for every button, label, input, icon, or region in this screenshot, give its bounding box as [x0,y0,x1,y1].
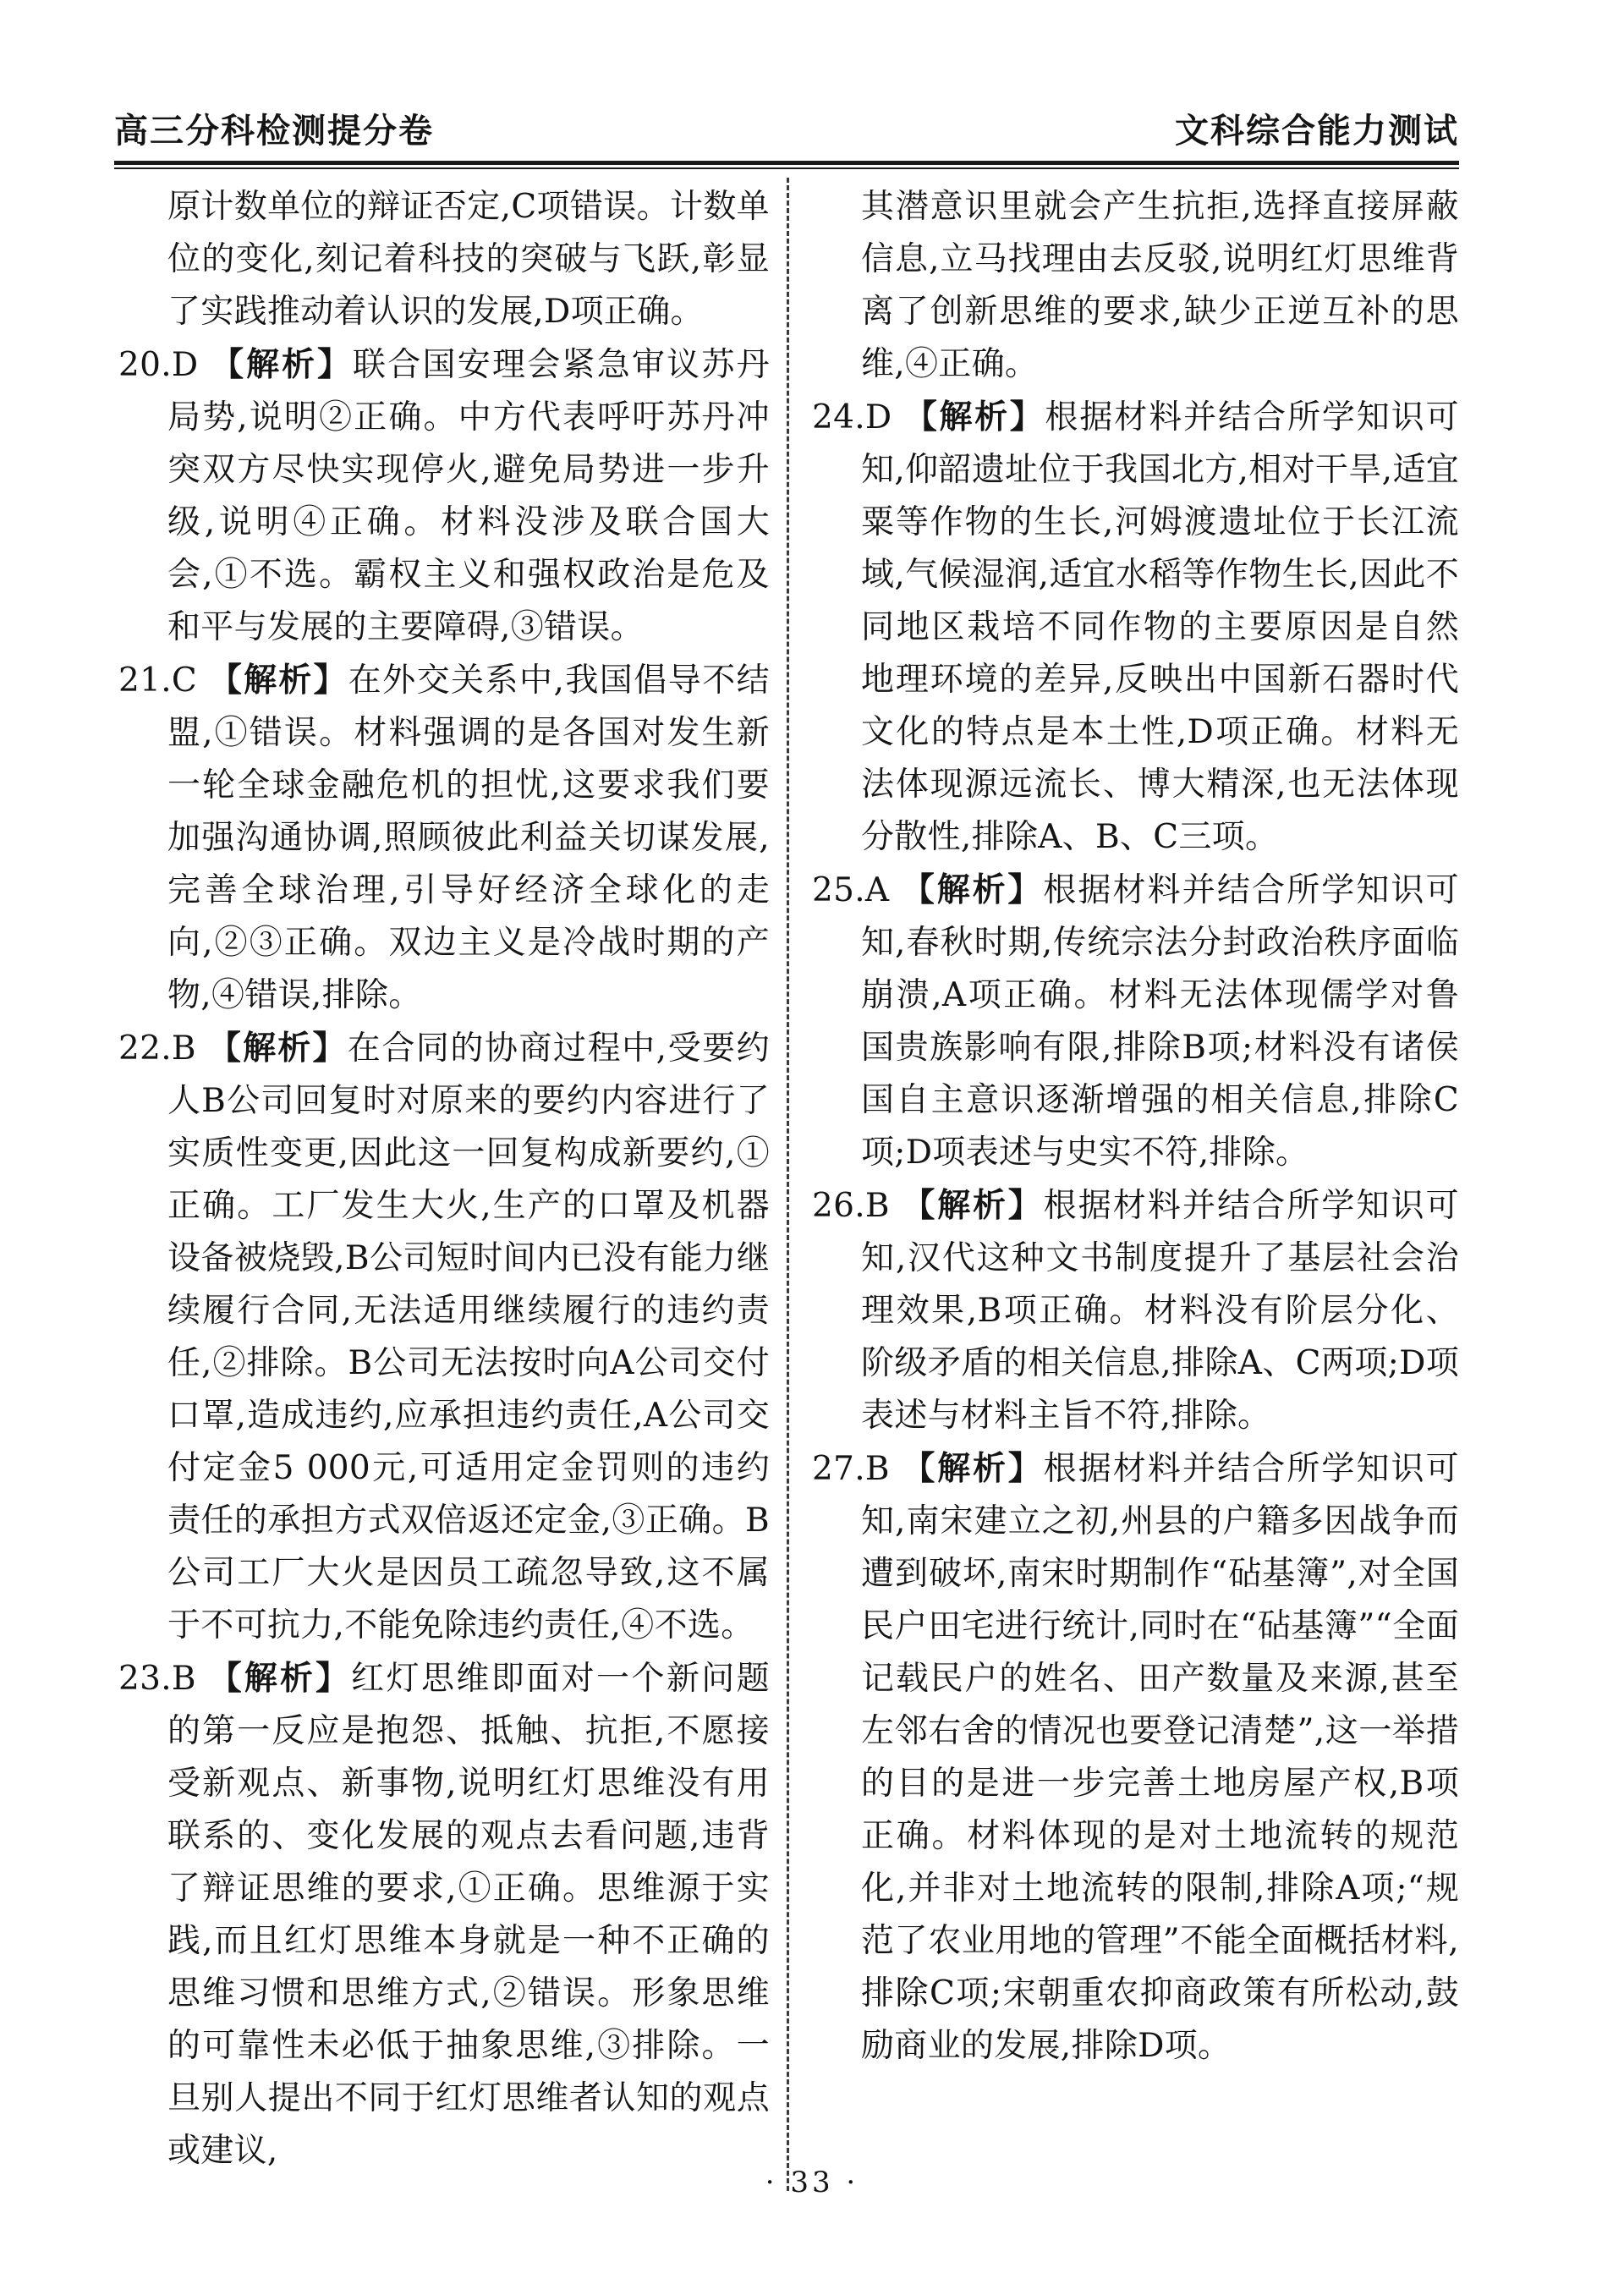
answer-text: 红灯思维即面对一个新问题的第一反应是抱怨、抵触、抗拒,不愿接受新观点、新事物,说明红灯思维没有用联系的、变化发展的观点去看问题,违背了辩证思维的要求,①正确。思维源于实践,而且红灯思维本身就是一种不正确的思维习惯和思维方式,②错误。形象思维的可靠性未必低于抽象思维,③排除。一旦别人提出不同于红灯思维者认知的观点或建议, [167,1660,770,2170]
answer-text: 根据材料并结合所学知识可知,南宋建立之初,州县的户籍多因战争而遭到破坏,南宋时期制作“砧基簿”,对全国民户田宅进行统计,同时在“砧基簿”“全面记载民户的姓名、田产数量及来源,甚至左邻右舍的情况也要登记清楚”,这一举措的目的是进一步完善土地房屋产权,B项正确。材料体现的是对土地流转的规范化,并非对土地流转的限制,排除A项;“规范了农业用地的管理”不能全面概括材料,排除C项;宋朝重农抑商政策有所松动,鼓励商业的发展,排除D项。 [861,1450,1459,2065]
answer-number: 22.B [118,1029,196,1068]
answer-entry-24 [812,391,1459,864]
answer-number: 21.C [118,662,198,700]
answer-text: 在外交关系中,我国倡导不结盟,①错误。材料强调的是各国对发生新一轮全球金融危机的担忧,这要求我们要加强沟通协调,照顾彼此利益关切谋发展,完善全球治理,引导好经济全球化的走向,②③正确。双边主义是冷战时期的产物,④错误,排除。 [167,662,770,1014]
answer-entry-20 [118,338,770,654]
analysis-tag: 【解析】 [211,345,353,384]
answer-entry-27 [812,1442,1459,2073]
analysis-tag: 【解析】 [902,1186,1044,1225]
answer-text: 联合国安理会紧急审议苏丹局势,说明②正确。中方代表呼吁苏丹冲突双方尽快实现停火,避免局势进一步升级,说明④正确。材料没涉及联合国大会,①不选。霸权主义和强权政治是危及和平与发展的主要障碍,③错误。 [167,346,770,646]
answer-number: 24.D [812,398,892,436]
header-left-title: 高三分科检测提分卷 [114,111,434,151]
right-continuation: 其潜意识里就会产生抗拒,选择直接屏蔽信息,立马找理由去反驳,说明红灯思维背离了创新思维的要求,缺少正逆互补的思维,④正确。 [861,188,1459,383]
header-right-title: 文科综合能力测试 [1175,111,1459,151]
column-divider [787,178,789,2191]
page-header [114,108,1459,161]
answer-number: 26.B [812,1187,890,1225]
answer-entry-22 [118,1022,770,1652]
header-rule-thick [114,161,1459,165]
answer-text: 根据材料并结合所学知识可知,汉代这种文书制度提升了基层社会治理效果,B项正确。材料没有阶层分化、阶级矛盾的相关信息,排除A、C两项;D项表述与材料主旨不符,排除。 [861,1187,1459,1435]
header-rule-thin [114,167,1459,169]
answer-text: 根据材料并结合所学知识可知,春秋时期,传统宗法分封政治秩序面临崩溃,A项正确。材料无法体现儒学对鲁国贵族影响有限,排除B项;材料没有诸侯国自主意识逐渐增强的相关信息,排除C项;D项表述与史实不符,排除。 [861,871,1459,1172]
page-number: · 33 · [765,2166,859,2199]
answer-number: 23.B [118,1660,196,1698]
answer-entry-23 [118,1652,770,2177]
analysis-tag: 【解析】 [902,1449,1044,1488]
left-column [118,181,770,2177]
answer-number: 20.D [118,346,199,384]
analysis-tag: 【解析】 [901,870,1044,909]
answer-entry-25 [812,864,1459,1179]
answer-entry-26 [812,1179,1459,1442]
left-continuation: 原计数单位的辩证否定,C项错误。计数单位的变化,刻记着科技的突破与飞跃,彰显了实践推动着认识的发展,D项正确。 [167,188,770,331]
answer-text: 在合同的协商过程中,受要约人B公司回复时对原来的要约内容进行了实质性变更,因此这一回复构成新要约,①正确。工厂发生大火,生产的口罩及机器设备被烧毁,B公司短时间内已没有能力继续履行合同,无法适用继续履行的违约责任,②排除。B公司无法按时向A公司交付口罩,造成违约,应承担违约责任,A公司交付定金5 000元,可适用定金罚则的违约责任的承担方式双倍返还定金,③正确。B公司工厂大火是因员工疏忽导致,这不属于不可抗力,不能免除违约责任,④不选。 [167,1029,770,1644]
analysis-tag: 【解析】 [903,398,1045,436]
answer-text: 根据材料并结合所学知识可知,仰韶遗址位于我国北方,相对干旱,适宜粟等作物的生长,河姆渡遗址位于长江流域,气候湿润,适宜水稻等作物生长,因此不同地区栽培不同作物的主要原因是自然地理环境的差异,反映出中国新石器时代文化的特点是本土性,D项正确。材料无法体现源远流长、博大精深,也无法体现分散性,排除A、B、C三项。 [861,398,1459,856]
analysis-tag: 【解析】 [207,1029,348,1068]
answer-number: 25.A [812,871,890,909]
answer-entry-21 [118,654,770,1022]
answer-number: 27.B [812,1450,890,1488]
right-column [812,181,1459,2073]
analysis-tag: 【解析】 [208,1659,352,1698]
analysis-tag: 【解析】 [208,661,348,700]
